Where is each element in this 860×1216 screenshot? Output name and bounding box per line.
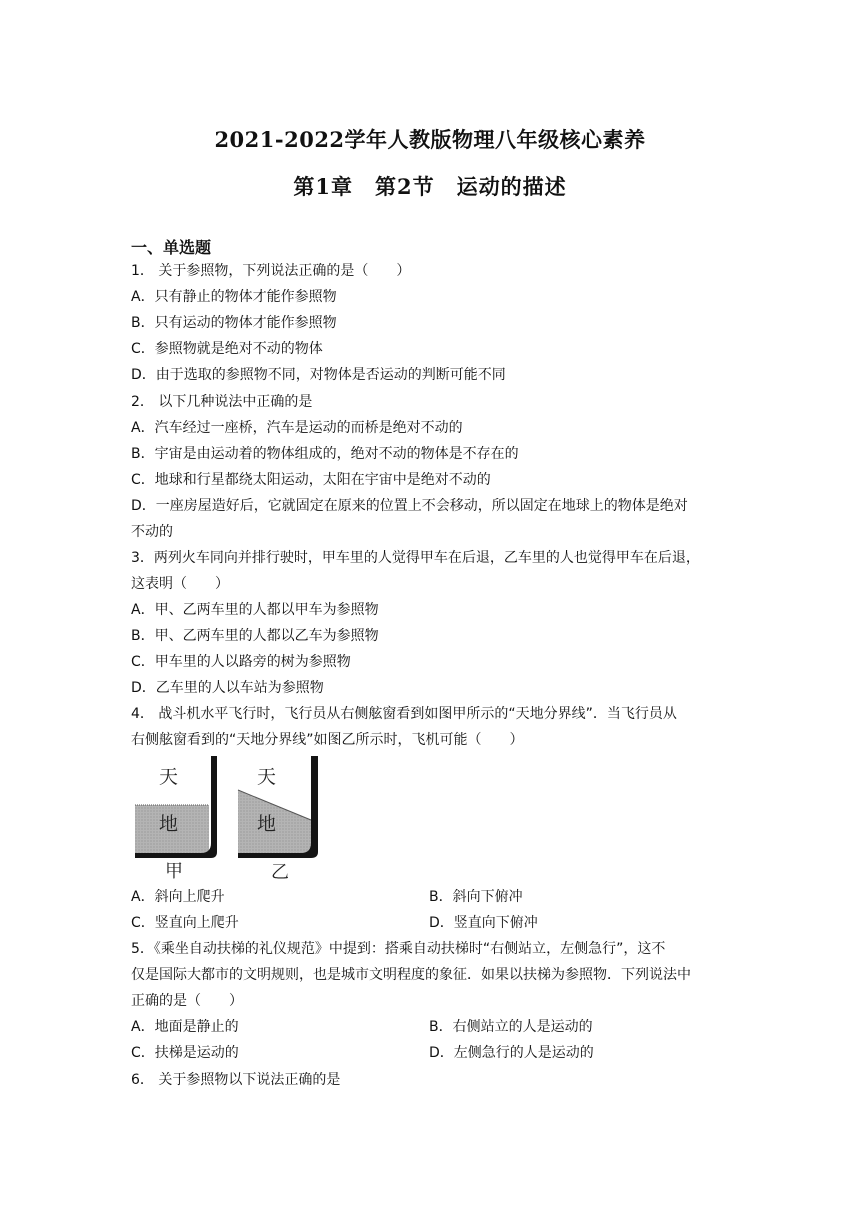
figure-panel-jia [135,756,217,882]
question-3-option-c: C．甲车里的人以路旁的树为参照物 [131,654,351,670]
question-5-option-c: C．扶梯是运动的 [131,1045,239,1061]
ground-label: 地 [257,813,277,835]
question-2-option-a: A．汽车经过一座桥，汽车是运动的而桥是绝对不动的 [131,420,463,436]
section-heading: 一、单选题 [131,238,212,257]
question-3-stem-cont: 这表明（ ） [131,576,229,592]
question-4-option-b: B．斜向下俯冲 [429,889,523,905]
question-2-option-d: D．一座房屋造好后，它就固定在原来的位置上不会移动，所以固定在地球上的物体是绝对 [131,498,688,514]
question-1-option-c: C．参照物就是绝对不动的物体 [131,341,323,357]
ground-label: 地 [159,813,179,835]
question-2-option-b: B．宇宙是由运动着的物体组成的，绝对不动的物体是不存在的 [131,446,519,462]
question-1-stem: 1． 关于参照物，下列说法正确的是（ ） [131,263,411,279]
question-2-stem: 2． 以下几种说法中正确的是 [131,394,313,410]
question-4-option-a: A．斜向上爬升 [131,889,225,905]
question-2-option-c: C．地球和行星都绕太阳运动，太阳在宇宙中是绝对不动的 [131,472,491,488]
question-5-option-a: A．地面是静止的 [131,1019,239,1035]
question-3-option-a: A．甲、乙两车里的人都以甲车为参照物 [131,602,379,618]
document-subtitle: 第1章 第2节 运动的描述 [293,174,567,199]
question-5-stem: 5．《乘坐自动扶梯的礼仪规范》中提到：搭乘自动扶梯时“右侧站立，左侧急行”，这不 [131,941,666,957]
question-3-stem: 3．两列火车同向并排行驶时，甲车里的人觉得甲车在后退，乙车里的人也觉得甲车在后退， [131,550,700,566]
question-5-stem-cont: 正确的是（ ） [131,993,243,1009]
document-title: 2021-2022学年人教版物理八年级核心素养 [214,127,646,152]
question-3-option-d: D．乙车里的人以车站为参照物 [131,680,324,696]
question-5-stem-cont: 仅是国际大都市的文明规则，也是城市文明程度的象征．如果以扶梯为参照物．下列说法中 [131,967,691,983]
sky-label: 天 [257,766,277,788]
sky-label: 天 [159,766,179,788]
question-2-option-d-cont: 不动的 [131,524,173,540]
question-4-option-d: D．竖直向下俯冲 [429,915,538,931]
panel-label-jia: 甲 [165,861,183,882]
question-5-option-b: B．右侧站立的人是运动的 [429,1019,593,1035]
figure-panel-yi [238,756,318,882]
question-1-option-d: D．由于选取的参照物不同，对物体是否运动的判断可能不同 [131,367,506,383]
panel-label-yi: 乙 [271,862,289,882]
question-4-stem-cont: 右侧舷窗看到的“天地分界线”如图乙所示时，飞机可能（ ） [131,732,524,748]
question-6-stem: 6． 关于参照物以下说法正确的是 [131,1072,341,1088]
question-1-option-b: B．只有运动的物体才能作参照物 [131,315,337,331]
question-5-option-d: D．左侧急行的人是运动的 [429,1045,594,1061]
question-1-option-a: A．只有静止的物体才能作参照物 [131,289,337,305]
horizon-figure [135,756,335,882]
question-3-option-b: B．甲、乙两车里的人都以乙车为参照物 [131,628,379,644]
question-4-stem: 4． 战斗机水平飞行时，飞行员从右侧舷窗看到如图甲所示的“天地分界线”．当飞行员从 [131,706,677,722]
question-4-option-c: C．竖直向上爬升 [131,915,239,931]
